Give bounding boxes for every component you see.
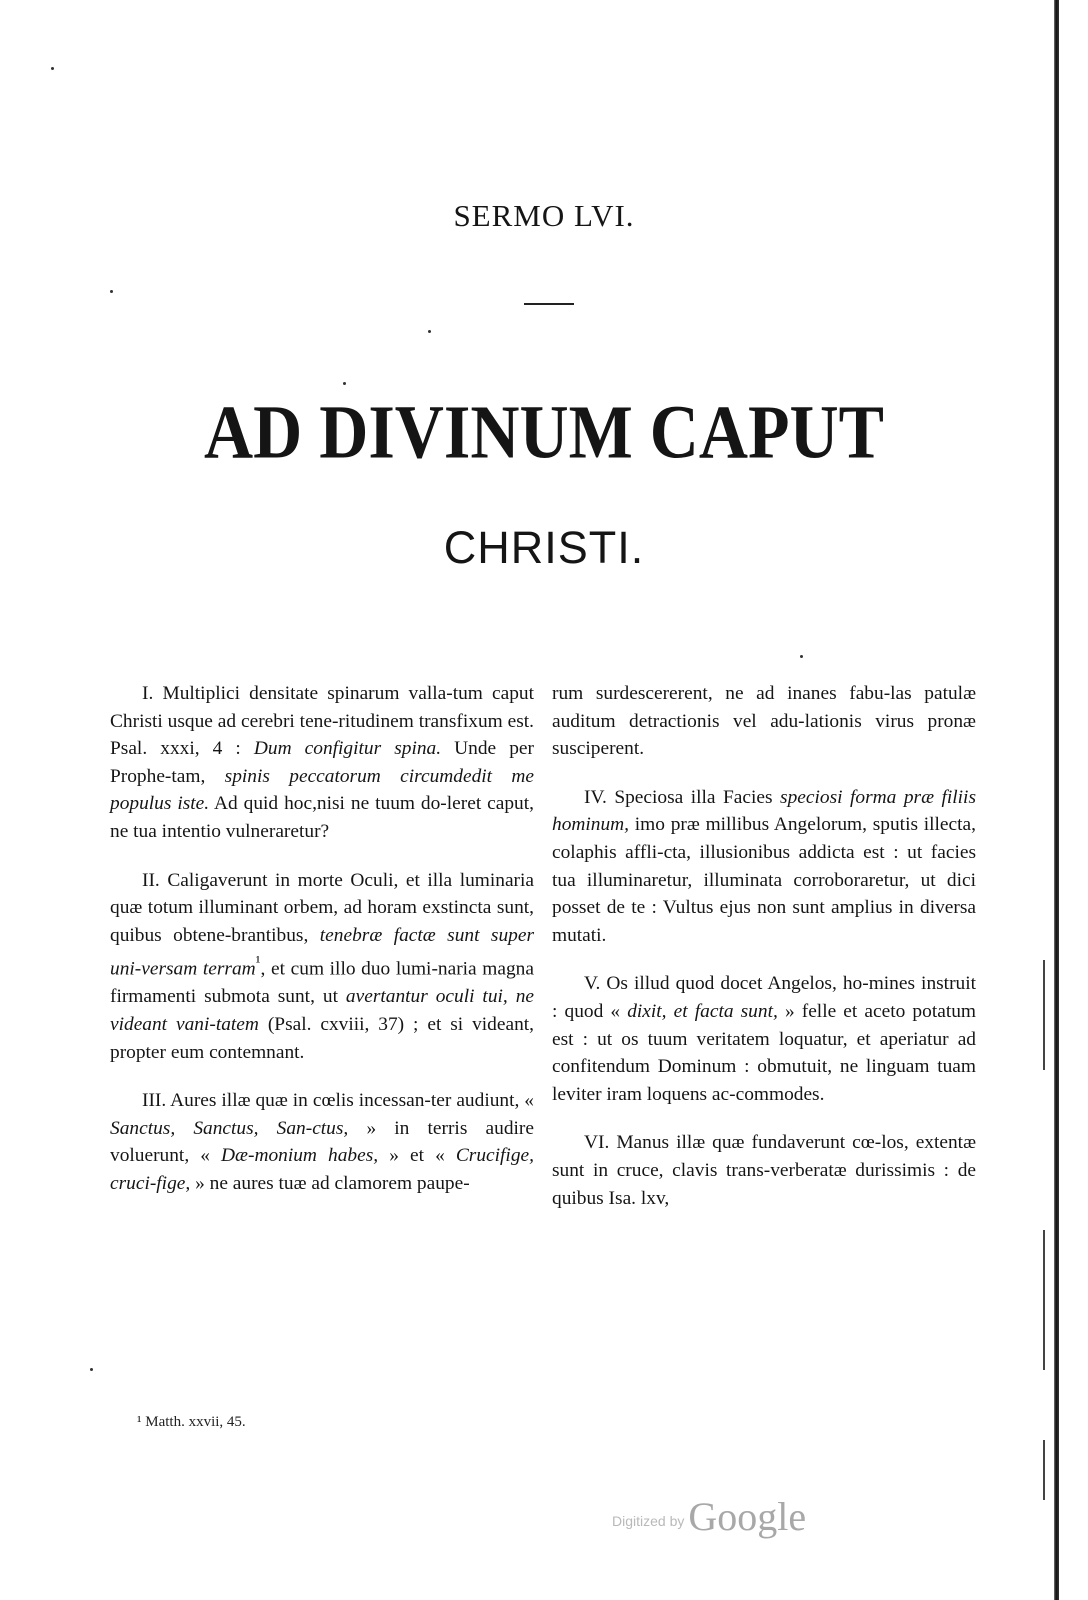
page-edge-shadow (1054, 0, 1059, 1600)
footnote: ¹ Matth. xxvii, 45. (137, 1414, 246, 1430)
separator-rule (524, 303, 574, 305)
paragraph-number: II. (142, 869, 160, 891)
scan-speck (800, 655, 803, 658)
edge-mark (1043, 960, 1045, 1070)
paragraph-5: V. Os illud quod docet Angelos, ho-mines instruit : quod « dixit, et facta sunt, » felle et aceto potatum est : ut os tuum veritatem loquatur, et aperiatur ad confitendum Dominum : obmutuit, ne linguam tuam leviter iram loquens ac-commodes. (552, 973, 976, 1105)
paragraph-4: IV. Speciosa illa Facies speciosi forma præ filiis hominum, imo præ millibus Angelorum, sputis illecta, colaphis affli-cta, illusionibus addicta est : ut facies tua illuminaretur, illuminata corroboraretur, ut dici posset de te : Vultus ejus non sunt amplius in diversa mutati. (552, 786, 976, 946)
watermark-prefix: Digitized by (612, 1513, 685, 1529)
scan-speck (110, 290, 113, 293)
scan-speck (51, 67, 54, 70)
paragraph-1: I. Multiplici densitate spinarum valla-tum caput Christi usque ad cerebri tene-ritudinem transfixum est. Psal. xxxi, 4 : Dum configitur spina. Unde per Prophe-tam, spinis peccatorum circumdedit me populus iste. Ad quid hoc,nisi ne tuum do-leret caput, ne tua intentio vulneraretur? (110, 683, 534, 842)
edge-mark (1043, 1230, 1045, 1370)
left-column (110, 680, 534, 1219)
paragraph-number: IV. (584, 786, 607, 808)
scan-speck (343, 382, 346, 385)
paragraph-number: III. (142, 1090, 167, 1112)
page-title: AD DIVINUM CAPUT (204, 389, 884, 475)
paragraph-number: I. (142, 683, 154, 704)
paragraph-3-continued: rum surdescererent, ne ad inanes fabu-las patulæ auditum detractionis vel adu-lationis virus pronæ susciperent. (552, 683, 976, 760)
footnote-marker: ¹ (255, 954, 261, 972)
paragraph-2: II. Caligaverunt in morte Oculi, et illa luminaria quæ totum illuminant orbem, ad horam exstincta sunt, quibus obtene-brantibus, tenebræ factæ sunt super uni-versam terram$^{^1}$, et cum illo duo lumi-naria magna firmamenti submota sunt, ut avertantur oculi tui, ne videant vani-tatem (Psal. cxviii, 37) ; et si videant, propter eum contemnant. (110, 869, 534, 1063)
scan-speck (428, 330, 431, 333)
page-subtitle: CHRISTI. (443, 522, 645, 573)
sermon-number: SERMO LVI. (453, 198, 635, 233)
paragraph-3: III. Aures illæ quæ in cœlis incessan-ter audiunt, « Sanctus, Sanctus, San-ctus, » in terris audire voluerunt, « Dæ-monium habes, » et « Crucifige, cruci-fige, » ne aures tuæ ad clamorem paupe- (110, 1090, 534, 1194)
paragraph-6: VI. Manus illæ quæ fundaverunt cœ-los, extentæ sunt in cruce, clavis trans-verberatæ durissimis : de quibus Isa. lxv, (552, 1132, 976, 1209)
google-watermark (612, 1493, 806, 1540)
edge-mark (1043, 1440, 1045, 1500)
paragraph-number: VI. (584, 1132, 610, 1154)
scan-speck (90, 1368, 93, 1371)
paragraph-number: V. (584, 973, 601, 995)
right-column (552, 680, 976, 1233)
google-logo-text: Google (688, 1494, 807, 1539)
